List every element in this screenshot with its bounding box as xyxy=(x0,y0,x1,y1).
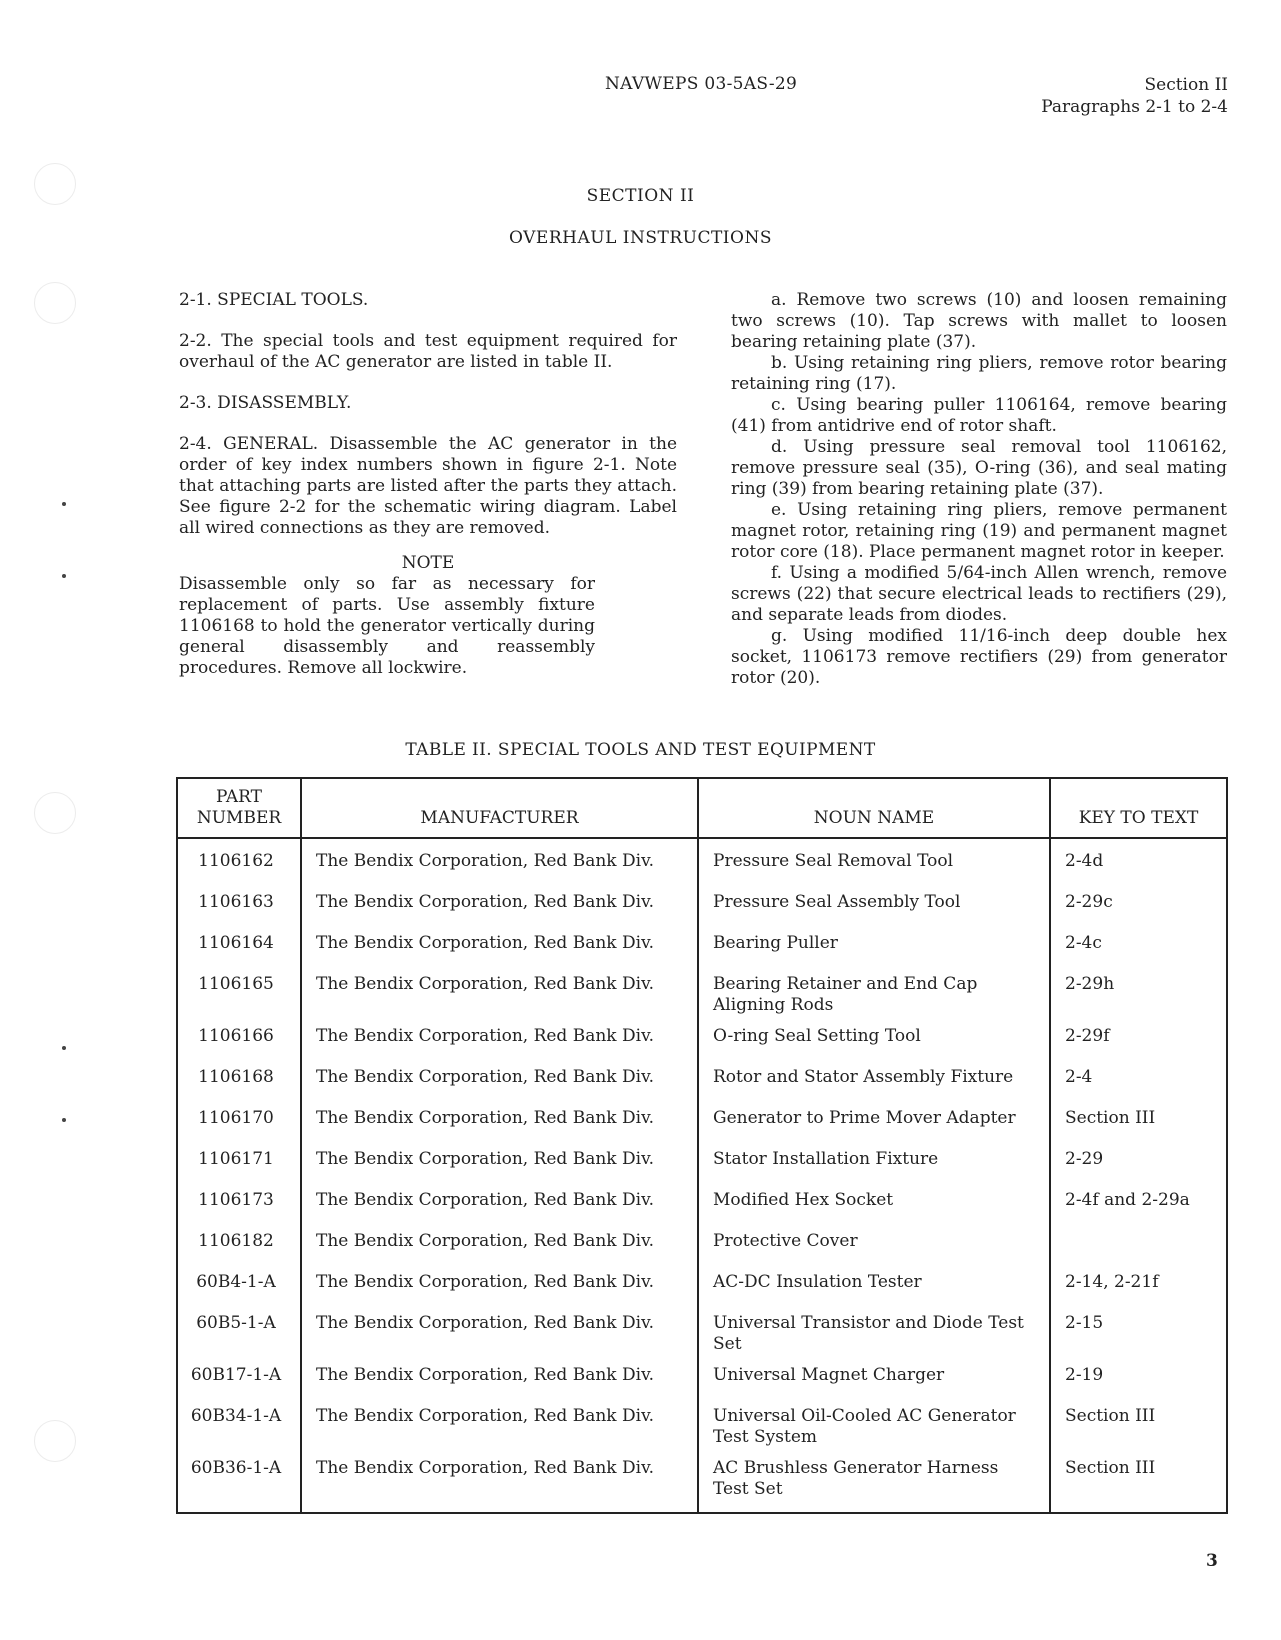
key-to-text-cell: 2-29c xyxy=(1050,887,1227,928)
manufacturer-cell: The Bendix Corporation, Red Bank Div. xyxy=(301,969,698,1021)
manufacturer-cell: The Bendix Corporation, Red Bank Div. xyxy=(301,1401,698,1453)
document-number: NAVWEPS 03-5AS-29 xyxy=(605,74,798,94)
part-number-cell: 1106168 xyxy=(177,1062,301,1103)
part-number-cell: 1106165 xyxy=(177,969,301,1021)
table-row xyxy=(177,1453,1227,1513)
section-label: Section II xyxy=(1144,75,1228,95)
table-row xyxy=(177,1401,1227,1453)
key-to-text-cell: Section III xyxy=(1050,1453,1227,1513)
table-row xyxy=(177,1267,1227,1308)
table-row xyxy=(177,1062,1227,1103)
noun-name-cell: Universal Transistor and Diode Test Set xyxy=(698,1308,1050,1360)
part-number-cell: 60B34-1-A xyxy=(177,1401,301,1453)
special-tools-table xyxy=(176,777,1228,1514)
margin-mark xyxy=(62,574,66,578)
header-manufacturer: MANUFACTURER xyxy=(301,778,698,838)
key-to-text-cell: 2-4c xyxy=(1050,928,1227,969)
part-number-cell: 60B17-1-A xyxy=(177,1360,301,1401)
binder-hole xyxy=(34,1420,76,1462)
part-number-cell: 60B36-1-A xyxy=(177,1453,301,1513)
part-number-cell: 1106164 xyxy=(177,928,301,969)
paragraph-2-1: 2-1. SPECIAL TOOLS. xyxy=(179,290,369,310)
table-row xyxy=(177,838,1227,887)
key-to-text-cell: 2-4d xyxy=(1050,838,1227,887)
step-c: c. Using bearing puller 1106164, remove bearing (41) from antidrive end of rotor shaft. xyxy=(731,395,1227,436)
noun-name-cell: Protective Cover xyxy=(698,1226,1050,1267)
section-reference xyxy=(1041,74,1228,118)
key-to-text-cell: 2-4 xyxy=(1050,1062,1227,1103)
manufacturer-cell: The Bendix Corporation, Red Bank Div. xyxy=(301,928,698,969)
step-f: f. Using a modified 5/64-inch Allen wrench, remove screws (22) that secure electrical leads to rectifiers (29), and separate leads from diodes. xyxy=(731,563,1227,625)
key-to-text-cell: 2-29h xyxy=(1050,969,1227,1021)
part-number-cell: 1106162 xyxy=(177,838,301,887)
note-text: Disassemble only so far as necessary for replacement of parts. Use assembly fixture 1106168 to hold the generator vertically during general disassembly and reassembly procedures. Remove all lockwire. xyxy=(179,574,595,678)
noun-name-cell: Modified Hex Socket xyxy=(698,1185,1050,1226)
key-to-text-cell: Section III xyxy=(1050,1401,1227,1453)
noun-name-cell: O-ring Seal Setting Tool xyxy=(698,1021,1050,1062)
table-body xyxy=(177,838,1227,1513)
part-number-cell: 60B4-1-A xyxy=(177,1267,301,1308)
paragraph-2-3: 2-3. DISASSEMBLY. xyxy=(179,393,352,413)
table-row xyxy=(177,1103,1227,1144)
manufacturer-cell: The Bendix Corporation, Red Bank Div. xyxy=(301,1144,698,1185)
noun-name-cell: Bearing Retainer and End Cap Aligning Rods xyxy=(698,969,1050,1021)
page-number: 3 xyxy=(1206,1551,1218,1571)
header-key-to-text: KEY TO TEXT xyxy=(1050,778,1227,838)
table-row xyxy=(177,1360,1227,1401)
table-row xyxy=(177,1144,1227,1185)
table-row xyxy=(177,1185,1227,1226)
table-row xyxy=(177,928,1227,969)
table-row xyxy=(177,1021,1227,1062)
paragraph-2-4: 2-4. GENERAL. Disassemble the AC generator in the order of key index numbers shown in figure 2-1. Note that attaching parts are listed after the parts they attach. See figure 2-2 for the schematic wiring diagram. Label all wired connections as they are removed. xyxy=(179,434,677,538)
manufacturer-cell: The Bendix Corporation, Red Bank Div. xyxy=(301,887,698,928)
left-column xyxy=(179,290,677,679)
noun-name-cell: Stator Installation Fixture xyxy=(698,1144,1050,1185)
header-noun-name: NOUN NAME xyxy=(698,778,1050,838)
margin-mark xyxy=(62,1046,66,1050)
manufacturer-cell: The Bendix Corporation, Red Bank Div. xyxy=(301,1062,698,1103)
noun-name-cell: Bearing Puller xyxy=(698,928,1050,969)
paragraphs-label: Paragraphs 2-1 to 2-4 xyxy=(1041,97,1228,117)
binder-hole xyxy=(34,792,76,834)
table-row xyxy=(177,1308,1227,1360)
noun-name-cell: Universal Magnet Charger xyxy=(698,1360,1050,1401)
step-a: a. Remove two screws (10) and loosen remaining two screws (10). Tap screws with mallet to loosen bearing retaining plate (37). xyxy=(731,290,1227,352)
table-row xyxy=(177,969,1227,1021)
manufacturer-cell: The Bendix Corporation, Red Bank Div. xyxy=(301,1453,698,1513)
manufacturer-cell: The Bendix Corporation, Red Bank Div. xyxy=(301,1103,698,1144)
noun-name-cell: Pressure Seal Removal Tool xyxy=(698,838,1050,887)
part-number-cell: 1106182 xyxy=(177,1226,301,1267)
step-b: b. Using retaining ring pliers, remove rotor bearing retaining ring (17). xyxy=(731,353,1227,394)
header-part-number: PART NUMBER xyxy=(177,778,301,838)
part-number-cell: 1106171 xyxy=(177,1144,301,1185)
manufacturer-cell: The Bendix Corporation, Red Bank Div. xyxy=(301,1360,698,1401)
table-row xyxy=(177,1226,1227,1267)
part-number-cell: 60B5-1-A xyxy=(177,1308,301,1360)
noun-name-cell: AC-DC Insulation Tester xyxy=(698,1267,1050,1308)
manufacturer-cell: The Bendix Corporation, Red Bank Div. xyxy=(301,838,698,887)
noun-name-cell: AC Brushless Generator Harness Test Set xyxy=(698,1453,1050,1513)
key-to-text-cell: Section III xyxy=(1050,1103,1227,1144)
part-number-cell: 1106166 xyxy=(177,1021,301,1062)
manufacturer-cell: The Bendix Corporation, Red Bank Div. xyxy=(301,1021,698,1062)
key-to-text-cell: 2-29 xyxy=(1050,1144,1227,1185)
paragraph-2-2: 2-2. The special tools and test equipment required for overhaul of the AC generator are listed in table II. xyxy=(179,331,677,372)
note-heading: NOTE xyxy=(401,553,455,573)
margin-mark xyxy=(62,502,66,506)
key-to-text-cell: 2-15 xyxy=(1050,1308,1227,1360)
section-subtitle: OVERHAUL INSTRUCTIONS xyxy=(509,228,772,248)
step-g: g. Using modified 11/16-inch deep double hex socket, 1106173 remove rectifiers (29) from generator rotor (20). xyxy=(731,626,1227,688)
table-header-row xyxy=(177,778,1227,838)
manufacturer-cell: The Bendix Corporation, Red Bank Div. xyxy=(301,1267,698,1308)
noun-name-cell: Pressure Seal Assembly Tool xyxy=(698,887,1050,928)
margin-mark xyxy=(62,1118,66,1122)
key-to-text-cell: 2-4f and 2-29a xyxy=(1050,1185,1227,1226)
manufacturer-cell: The Bendix Corporation, Red Bank Div. xyxy=(301,1226,698,1267)
right-column xyxy=(731,290,1227,689)
noun-name-cell: Rotor and Stator Assembly Fixture xyxy=(698,1062,1050,1103)
table-row xyxy=(177,887,1227,928)
section-title: SECTION II xyxy=(586,186,695,206)
binder-hole xyxy=(34,282,76,324)
table-title: TABLE II. SPECIAL TOOLS AND TEST EQUIPMENT xyxy=(405,740,876,760)
part-number-cell: 1106170 xyxy=(177,1103,301,1144)
step-e: e. Using retaining ring pliers, remove permanent magnet rotor, retaining ring (19) and permanent magnet rotor core (18). Place permanent magnet rotor in keeper. xyxy=(731,500,1227,562)
key-to-text-cell: 2-14, 2-21f xyxy=(1050,1267,1227,1308)
step-d: d. Using pressure seal removal tool 1106162, remove pressure seal (35), O-ring (36), and seal mating ring (39) from bearing retaining plate (37). xyxy=(731,437,1227,499)
key-to-text-cell xyxy=(1050,1226,1227,1267)
part-number-cell: 1106163 xyxy=(177,887,301,928)
manufacturer-cell: The Bendix Corporation, Red Bank Div. xyxy=(301,1308,698,1360)
noun-name-cell: Universal Oil-Cooled AC Generator Test System xyxy=(698,1401,1050,1453)
key-to-text-cell: 2-19 xyxy=(1050,1360,1227,1401)
manufacturer-cell: The Bendix Corporation, Red Bank Div. xyxy=(301,1185,698,1226)
key-to-text-cell: 2-29f xyxy=(1050,1021,1227,1062)
noun-name-cell: Generator to Prime Mover Adapter xyxy=(698,1103,1050,1144)
part-number-cell: 1106173 xyxy=(177,1185,301,1226)
